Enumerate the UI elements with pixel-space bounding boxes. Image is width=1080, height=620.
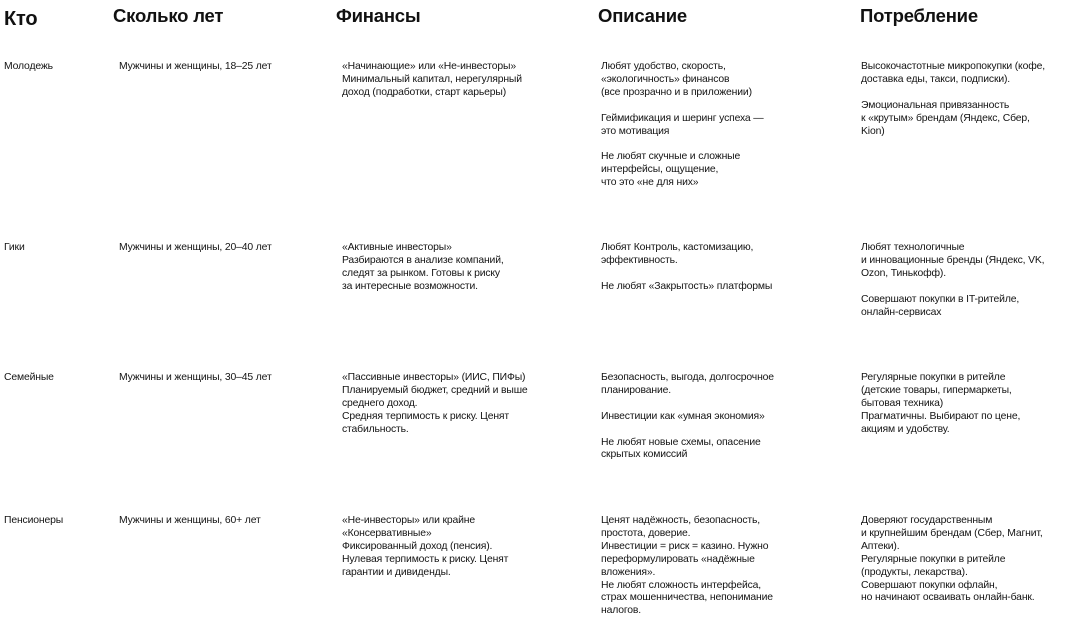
text-line: Ozon, Тинькофф). <box>861 267 946 279</box>
text-line: это мотивация <box>601 125 670 137</box>
cell-paragraph <box>861 242 1076 281</box>
cell-paragraph <box>861 372 1076 437</box>
text-line: (продукты, лекарства). <box>861 566 968 578</box>
text-line: простота, доверие. <box>601 527 691 539</box>
text-line: «Не-инвесторы» или крайне <box>342 515 476 526</box>
header-who: Кто <box>4 8 38 30</box>
text-line: акциям и удобству. <box>861 423 950 435</box>
cell-who: Молодежь <box>4 61 53 72</box>
text-line: планирование. <box>601 384 672 396</box>
text-line: (детские товары, гипермаркеты, <box>861 384 1012 396</box>
text-line: Регулярные покупки в ритейле <box>861 553 1006 565</box>
cell-paragraph <box>601 515 836 618</box>
cell-paragraph <box>601 242 836 268</box>
text-line: «Активные инвесторы» <box>342 242 452 253</box>
text-line: Не любят новые схемы, опасение <box>601 436 761 448</box>
text-line: к «крутым» брендам (Яндекс, Сбер, <box>861 112 1030 124</box>
cell-age: Мужчины и женщины, 60+ лет <box>119 515 261 526</box>
text-line: «экологичность» финансов <box>601 73 730 85</box>
cell-paragraph <box>342 515 577 580</box>
cell-paragraph <box>861 294 1076 320</box>
text-line: доставка еды, такси, подписки). <box>861 73 1011 85</box>
cell-consumption <box>861 61 1076 138</box>
text-line: страх мошенничества, непонимание <box>601 592 773 604</box>
text-line: что это «не для них» <box>601 177 699 189</box>
text-line: Kion) <box>861 125 885 137</box>
text-line: Не любят сложность интерфейса, <box>601 579 762 591</box>
text-line: Инвестиции как «умная экономия» <box>601 410 765 422</box>
text-line: Инвестиции = риск = казино. Нужно <box>601 540 769 552</box>
text-line: Любят Контроль, кастомизацию, <box>601 242 754 253</box>
cell-description <box>601 372 836 462</box>
text-line: Любят удобство, скорость, <box>601 61 726 72</box>
cell-paragraph <box>861 61 1076 87</box>
cell-paragraph <box>601 113 836 139</box>
cell-consumption <box>861 242 1076 319</box>
cell-description <box>601 242 836 294</box>
text-line: Прагматичны. Выбирают по цене, <box>861 410 1021 422</box>
cell-paragraph <box>601 437 836 463</box>
text-line: и инновационные бренды (Яндекс, VK, <box>861 254 1045 266</box>
text-line: Доверяют государственным <box>861 515 993 526</box>
cell-age: Мужчины и женщины, 18–25 лет <box>119 61 272 72</box>
cell-paragraph <box>601 61 836 100</box>
text-line: Нулевая терпимость к риску. Ценят <box>342 553 509 565</box>
text-line: Планируемый бюджет, средний и выше <box>342 384 528 396</box>
cell-paragraph <box>861 100 1076 139</box>
text-line: Разбираются в анализе компаний, <box>342 254 504 266</box>
cell-finance <box>342 372 577 437</box>
cell-consumption <box>861 515 1076 605</box>
text-line: (все прозрачно и в приложении) <box>601 86 752 98</box>
cell-age: Мужчины и женщины, 30–45 лет <box>119 372 272 383</box>
text-line: Фиксированный доход (пенсия). <box>342 540 493 552</box>
cell-description <box>601 61 836 190</box>
cell-finance <box>342 515 577 580</box>
cell-paragraph <box>342 372 577 437</box>
text-line: переформулировать «надёжные <box>601 553 755 565</box>
text-line: Геймификация и шеринг успеха — <box>601 112 764 124</box>
text-line: Аптеки). <box>861 540 900 552</box>
cell-finance <box>342 61 577 100</box>
cell-paragraph <box>342 61 577 100</box>
text-line: Ценят надёжность, безопасность, <box>601 515 760 526</box>
cell-paragraph <box>342 242 577 294</box>
cell-paragraph <box>861 515 1076 605</box>
text-line: за интересные возможности. <box>342 280 478 292</box>
text-line: стабильность. <box>342 423 409 435</box>
text-line: Не любят «Закрытость» платформы <box>601 280 773 292</box>
header-consumption: Потребление <box>860 5 978 26</box>
cell-age: Мужчины и женщины, 20–40 лет <box>119 242 272 253</box>
text-line: интерфейсы, ощущение, <box>601 164 719 176</box>
header-description: Описание <box>598 5 687 26</box>
text-line: онлайн-сервисах <box>861 306 942 318</box>
cell-consumption <box>861 372 1076 437</box>
text-line: Совершают покупки в IT-ритейле, <box>861 293 1020 305</box>
text-line: вложения». <box>601 566 656 578</box>
cell-who: Гики <box>4 242 25 253</box>
text-line: Эмоциональная привязанность <box>861 99 1010 111</box>
text-line: Не любят скучные и сложные <box>601 151 741 163</box>
text-line: гарантии и дивиденды. <box>342 566 451 578</box>
text-line: налогов. <box>601 605 642 617</box>
text-line: Средняя терпимость к риску. Ценят <box>342 410 510 422</box>
text-line: но начинают осваивать онлайн-банк. <box>861 592 1035 604</box>
cell-who: Пенсионеры <box>4 515 64 526</box>
cell-paragraph <box>601 411 836 424</box>
text-line: бытовая техника) <box>861 397 944 409</box>
text-line: «Начинающие» или «Не-инвесторы» <box>342 61 516 72</box>
text-line: среднего доход. <box>342 397 418 409</box>
text-line: и крупнейшим брендам (Сбер, Магнит, <box>861 527 1043 539</box>
text-line: Любят технологичные <box>861 242 965 253</box>
text-line: Совершают покупки офлайн, <box>861 579 998 591</box>
text-line: следят за рынком. Готовы к риску <box>342 267 500 279</box>
cell-description <box>601 515 836 618</box>
text-line: Высокочастотные микропокупки (кофе, <box>861 61 1045 72</box>
text-line: доход (подработки, старт карьеры) <box>342 86 507 98</box>
text-line: скрытых комиссий <box>601 449 688 461</box>
text-line: Безопасность, выгода, долгосрочное <box>601 372 774 383</box>
cell-paragraph <box>601 151 836 190</box>
cell-who: Семейные <box>4 372 54 383</box>
text-line: Регулярные покупки в ритейле <box>861 372 1006 383</box>
header-finance: Финансы <box>336 5 421 26</box>
header-age: Сколько лет <box>113 5 224 26</box>
cell-finance <box>342 242 577 294</box>
text-line: Минимальный капитал, нерегулярный <box>342 73 522 85</box>
text-line: эффективность. <box>601 254 678 266</box>
cell-paragraph <box>601 281 836 294</box>
cell-paragraph <box>601 372 836 398</box>
text-line: «Консервативные» <box>342 527 432 539</box>
text-line: «Пассивные инвесторы» (ИИС, ПИФы) <box>342 372 526 383</box>
